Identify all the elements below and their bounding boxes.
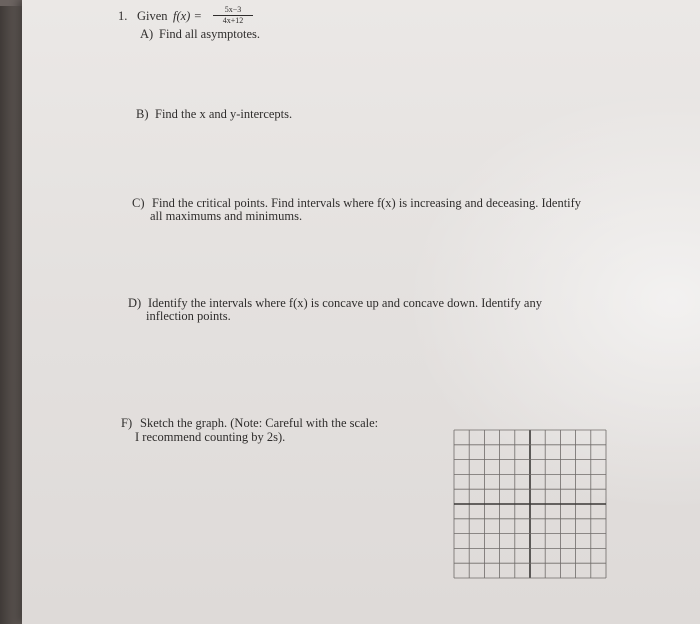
- function-fraction: [213, 5, 253, 25]
- part-f-line1: Sketch the graph. (Note: Careful with the scale:: [140, 416, 379, 430]
- part-f-label: F): [121, 416, 133, 430]
- function-lhs: f(x) =: [173, 9, 202, 23]
- part-a-text: Find all asymptotes.: [159, 27, 261, 41]
- part-d-line2: inflection points.: [146, 309, 231, 323]
- part-d-line1: Identify the intervals where f(x) is concave up and concave down. Identify any: [148, 296, 542, 310]
- graph-grid[interactable]: [452, 428, 608, 580]
- part-d-label: D): [128, 296, 142, 310]
- given-label: Given: [137, 9, 168, 23]
- part-a-label: A): [140, 27, 154, 41]
- fraction-numerator: 5x−3: [213, 5, 253, 16]
- grid-lines: [454, 430, 606, 578]
- part-c-line2: all maximums and minimums.: [150, 209, 303, 223]
- part-c-line1: Find the critical points. Find intervals where f(x) is increasing and deceasing. Identify: [152, 196, 582, 210]
- part-b-text: Find the x and y-intercepts.: [155, 107, 293, 121]
- part-b-label: B): [136, 107, 149, 121]
- part-f-line2: I recommend counting by 2s).: [135, 430, 286, 444]
- part-c-label: C): [132, 196, 145, 210]
- fraction-denominator: 4x+12: [222, 16, 244, 25]
- problem-number: 1.: [118, 9, 128, 23]
- worksheet-paper: [22, 0, 700, 624]
